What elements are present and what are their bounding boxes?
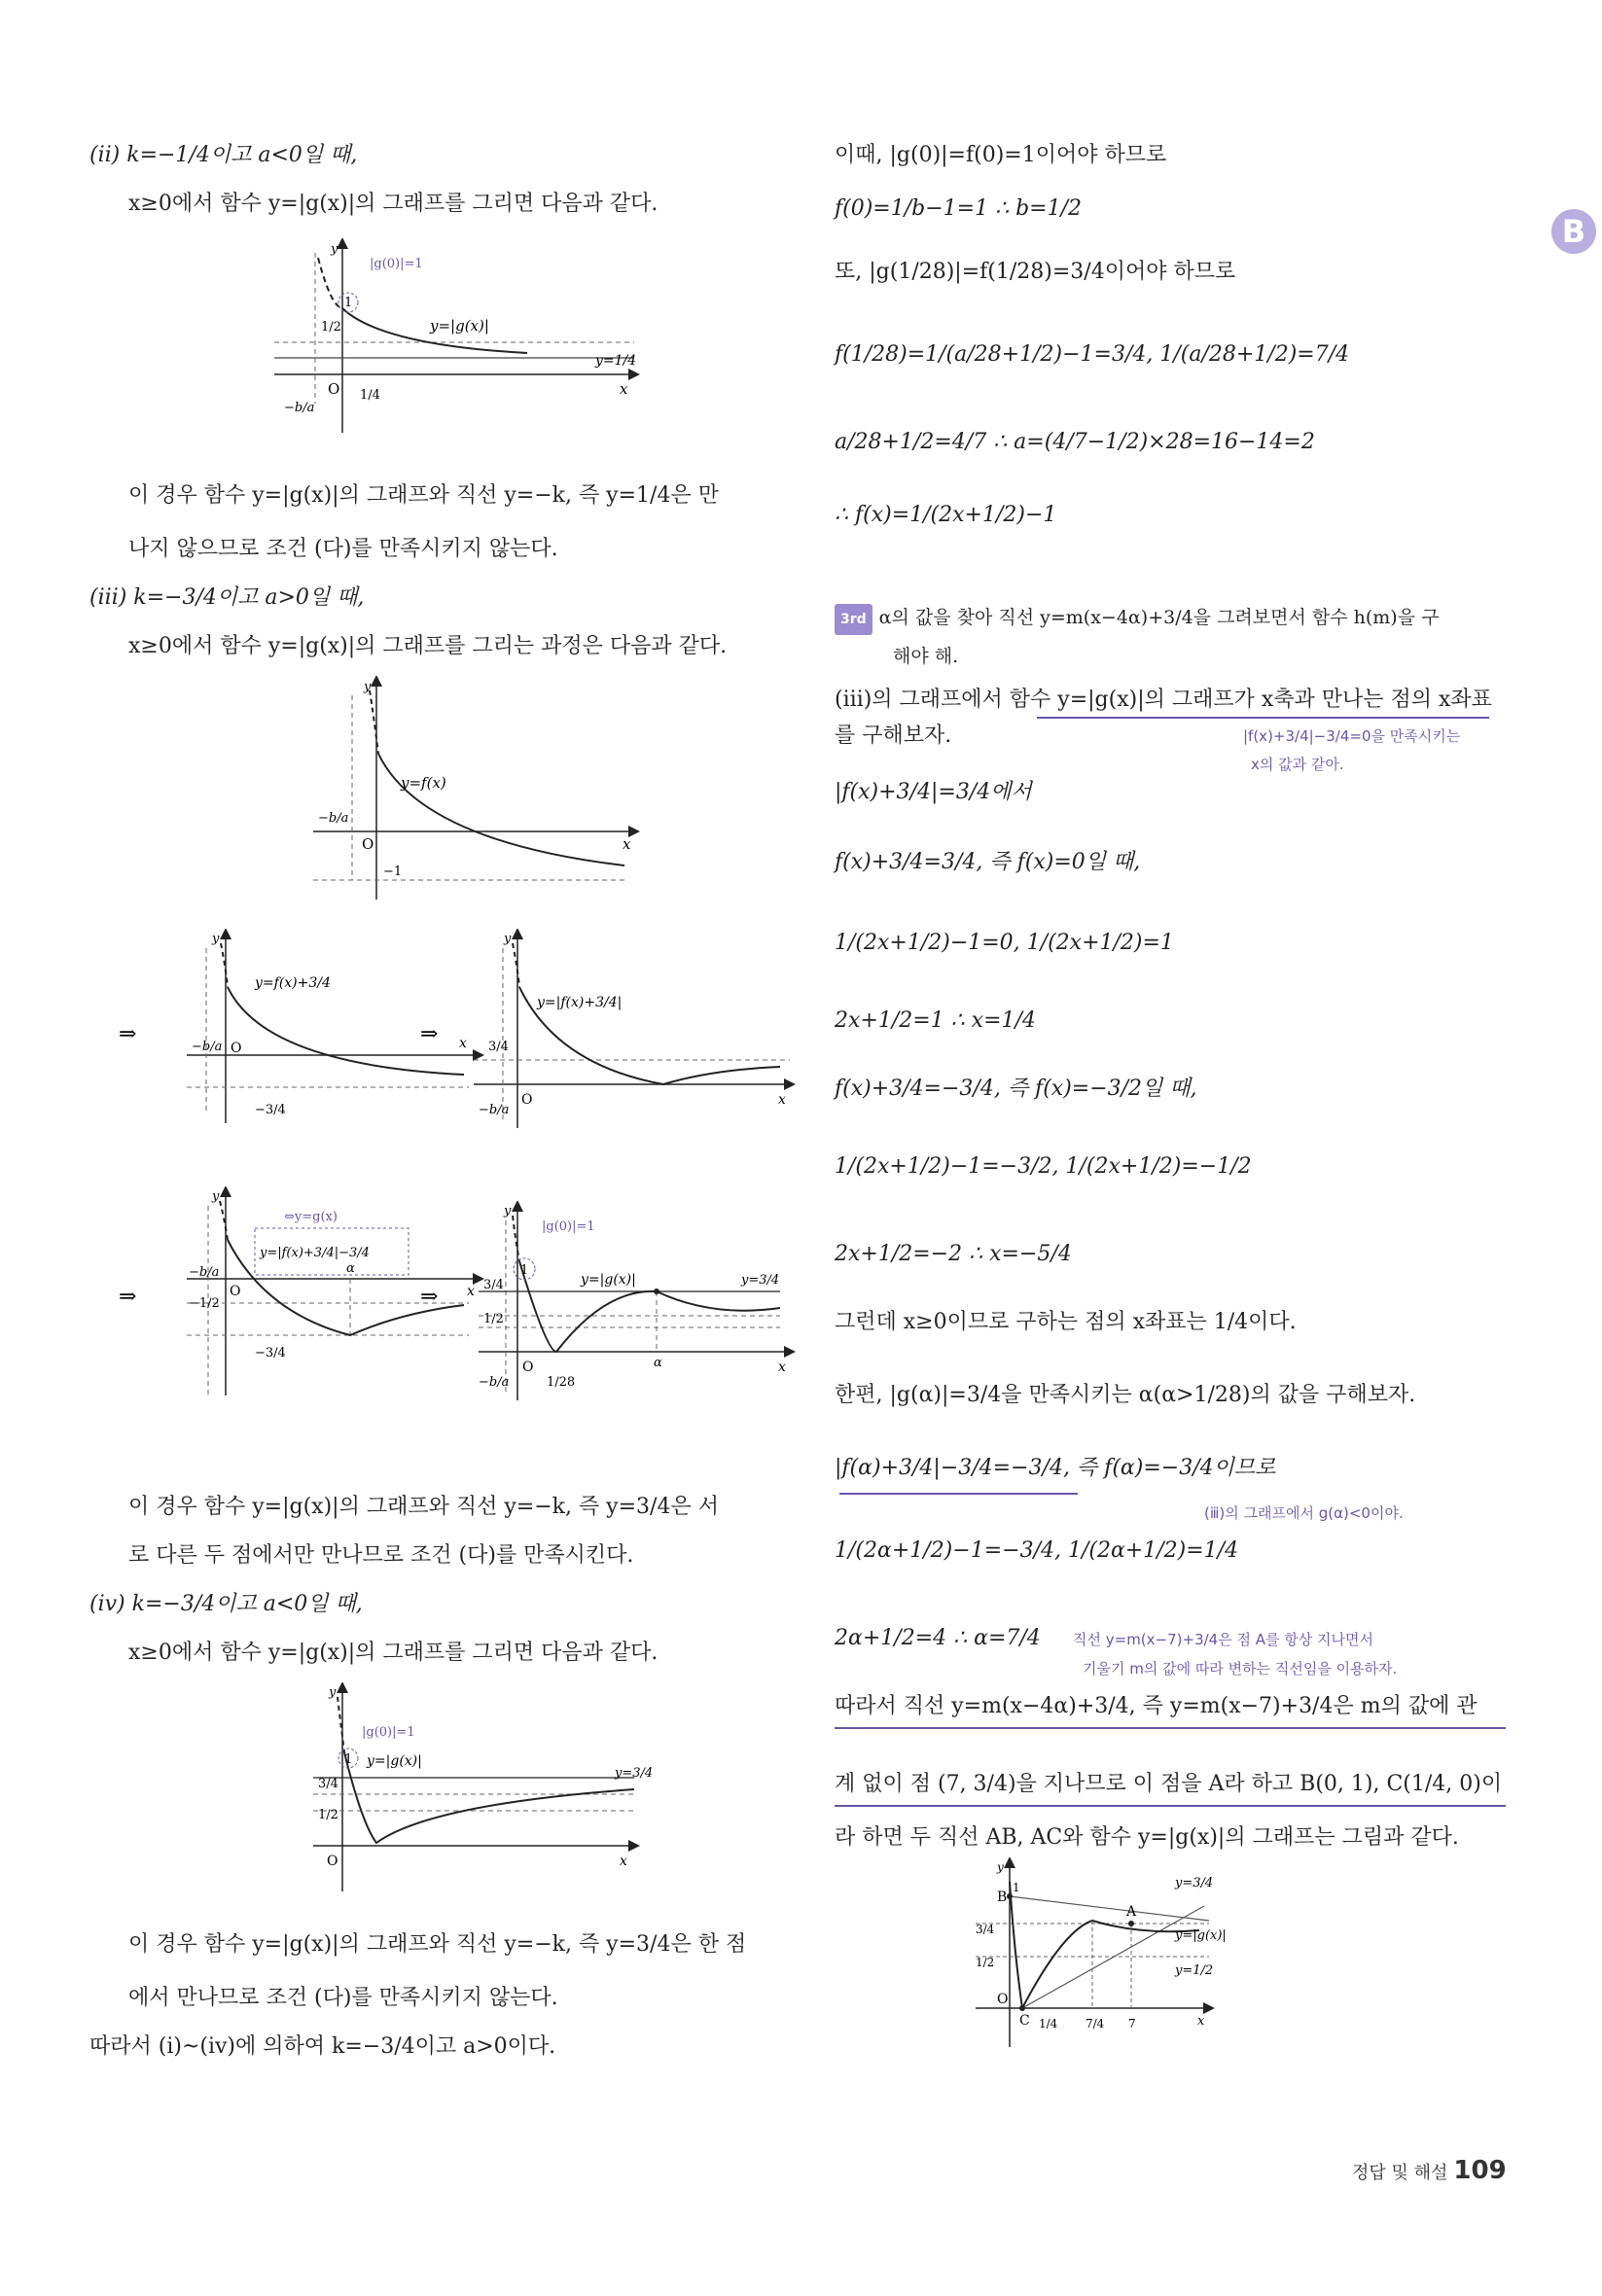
step-3rd-text-2: 해야 해.: [893, 646, 959, 667]
r-line-13: 1/(2x+1/2)−1=0, 1/(2x+1/2)=1: [835, 931, 1174, 955]
label-origin: O: [521, 1092, 533, 1108]
label-x: x: [778, 1360, 786, 1375]
r-line-3: 또, |g(1/28)|=f(1/28)=3/4이어야 하므로: [835, 260, 1236, 284]
label-three-quarters: 3/4: [976, 1923, 995, 1936]
underline-2: [839, 1493, 1078, 1495]
label-curve: y=|g(x)|: [367, 1753, 422, 1769]
footer-label: 정답 및 해설: [1352, 2163, 1448, 2183]
case-iii-conclusion-2: 로 다른 두 점에서만 만나므로 조건 (다)를 만족시킨다.: [128, 1543, 634, 1568]
label-one: 1: [344, 1752, 353, 1767]
label-half: 1/2: [976, 1956, 995, 1969]
label-alpha: α: [654, 1356, 662, 1370]
label-y: y: [212, 932, 220, 946]
graph-abs-f-plus: [420, 929, 800, 1138]
point-A: [1128, 1921, 1134, 1926]
underline-1: [1037, 717, 1489, 719]
label-origin: O: [522, 1360, 534, 1375]
underline-3: [835, 1727, 1506, 1729]
graph-lines-AB-AC: [976, 1857, 1267, 2052]
label-origin: O: [997, 1992, 1009, 2007]
graph-f: [313, 676, 644, 900]
label-one-28th: 1/28: [547, 1375, 576, 1390]
label-line: y=1/4: [595, 353, 637, 369]
note-3: (ⅲ)의 그래프에서 g(α)<0이야.: [1204, 1504, 1404, 1522]
r-line-21: 1/(2α+1/2)−1=−3/4, 1/(2α+1/2)=1/4: [835, 1538, 1239, 1563]
case-iii-conclusion-1: 이 경우 함수 y=|g(x)|의 그래프와 직선 y=−k, 즉 y=3/4은 서: [128, 1495, 719, 1519]
label-y: y: [329, 1685, 337, 1700]
label-x: x: [467, 1284, 475, 1299]
label-neg-three-quarters: −3/4: [255, 1103, 286, 1117]
label-x: x: [778, 1092, 786, 1108]
label-y: y: [997, 1860, 1004, 1874]
note-equiv: ⇔y=g(x): [284, 1210, 338, 1224]
label-one: 1: [1013, 1881, 1020, 1894]
label-half: 1/2: [318, 1808, 338, 1822]
label-line: y=3/4: [615, 1766, 654, 1781]
r-line-19: 한편, |g(α)|=3/4을 만족시키는 α(α>1/28)의 값을 구해보자.: [835, 1383, 1416, 1407]
label-neg-one: −1: [383, 865, 403, 879]
label-curve: y=|g(x)|: [430, 317, 489, 335]
curve-f: [378, 754, 624, 865]
r-line-5: a/28+1/2=4/7 ∴ a=(4/7−1/2)×28=16−14=2: [835, 430, 1315, 454]
note-g0: |g(0)|=1: [542, 1219, 595, 1234]
r-line-10: 를 구해보자.: [835, 724, 952, 748]
label-alpha: α: [346, 1261, 355, 1276]
case-ii-desc: x≥0에서 함수 y=|g(x)|의 그래프를 그리면 다음과 같다.: [128, 192, 659, 216]
label-neg-b-over-a: −b/a: [318, 811, 349, 826]
label-y: y: [504, 932, 512, 946]
label-origin: O: [327, 1854, 338, 1869]
label-line-3: y=1/2: [1175, 1963, 1214, 1978]
label-tick-3: 7: [1128, 2017, 1136, 2031]
label-origin: O: [230, 1284, 241, 1299]
dashed-curve: [338, 1697, 344, 1752]
final-conclusion: 따라서 (ⅰ)~(ⅳ)에 의하여 k=−3/4이고 a>0이다.: [89, 2034, 556, 2059]
label-C: C: [1019, 2013, 1030, 2029]
label-neg-b-over-a: −b/a: [284, 401, 315, 415]
r-line-14: 2x+1/2=1 ∴ x=1/4: [835, 1008, 1036, 1033]
label-y: y: [212, 1189, 220, 1204]
note-g0: |g(0)|=1: [370, 257, 423, 271]
implies-arrow: ⇒: [119, 1022, 137, 1046]
label-A: A: [1126, 1904, 1137, 1920]
r-line-23: 따라서 직선 y=m(x−4α)+3/4, 즉 y=m(x−7)+3/4은 m의 값에 관: [835, 1694, 1477, 1718]
r-line-4: f(1/28)=1/(a/28+1/2)−1=3/4, 1/(a/28+1/2)=7/4: [835, 342, 1350, 367]
underline-4: [835, 1805, 1506, 1807]
case-iv-heading: (ⅳ) k=−3/4이고 a<0일 때,: [89, 1592, 363, 1616]
r-line-15: f(x)+3/4=−3/4, 즉 f(x)=−3/2일 때,: [835, 1077, 1197, 1101]
label-quarter: 1/4: [360, 388, 380, 403]
case-iv-desc: x≥0에서 함수 y=|g(x)|의 그래프를 그리면 다음과 같다.: [128, 1641, 659, 1665]
label-origin: O: [328, 380, 340, 398]
page-number: 109: [1453, 2156, 1507, 2185]
label-x: x: [623, 835, 631, 853]
dashed-curve: [221, 943, 228, 987]
dashed-curve: [220, 1201, 228, 1240]
r-line-18: 그런데 x≥0이므로 구하는 점의 x좌표는 1/4이다.: [835, 1310, 1297, 1334]
implies-arrow: ⇒: [119, 1285, 137, 1309]
dashed-curve: [513, 943, 519, 987]
label-neg-b-over-a: −b/a: [189, 1265, 220, 1280]
label-y: y: [364, 680, 372, 694]
r-line-2: f(0)=1/b−1=1 ∴ b=1/2: [835, 196, 1082, 221]
case-ii-heading: (ⅱ) k=−1/4이고 a<0일 때,: [89, 143, 358, 167]
label-line: y=3/4: [741, 1273, 780, 1288]
label-neg-half: −1/2: [189, 1296, 220, 1311]
r-line-20: |f(α)+3/4|−3/4=−3/4, 즉 f(α)=−3/4이므로: [835, 1456, 1276, 1480]
label-neg-b-over-a: −b/a: [479, 1375, 510, 1390]
line-AB: [1010, 1896, 1209, 1921]
page-footer: [1352, 2156, 1507, 2185]
section-b-tab: B: [1551, 209, 1596, 254]
tag-3rd: 3rd: [835, 604, 872, 635]
step-3rd: [835, 603, 1439, 635]
label-x: x: [620, 1854, 627, 1869]
r-line-12: f(x)+3/4=3/4, 즉 f(x)=0일 때,: [835, 850, 1141, 874]
case-iii-heading: (ⅲ) k=−3/4이고 a>0일 때,: [89, 585, 365, 610]
note-5: 기울기 m의 값에 따라 변하는 직선임을 이용하자.: [1083, 1660, 1398, 1678]
label-one: 1: [520, 1263, 529, 1278]
label-origin: O: [362, 835, 374, 853]
note-1: |f(x)+3/4|−3/4=0을 만족시키는: [1243, 727, 1461, 745]
label-half: 1/2: [483, 1312, 504, 1326]
r-line-17: 2x+1/2=−2 ∴ x=−5/4: [835, 1242, 1072, 1266]
case-ii-conclusion-2: 나지 않으므로 조건 (다)를 만족시키지 않는다.: [128, 537, 558, 561]
r-line-16: 1/(2x+1/2)−1=−3/2, 1/(2x+1/2)=−1/2: [835, 1154, 1252, 1179]
label-curve: y=f(x)+3/4: [255, 975, 331, 991]
note-4: 직선 y=m(x−7)+3/4은 점 A를 항상 지나면서: [1073, 1631, 1373, 1648]
label-curve: y=|f(x)+3/4|: [537, 995, 623, 1010]
case-iv-conclusion-2: 에서 만나므로 조건 (다)를 만족시키지 않는다.: [128, 1986, 558, 2010]
r-line-24: 계 없이 점 (7, 3/4)을 지나므로 이 점을 A라 하고 B(0, 1), C(1/4, 0)이: [835, 1772, 1503, 1796]
r-line-6: ∴ f(x)=1/(2x+1/2)−1: [835, 503, 1057, 527]
step-3rd-text: α의 값을 찾아 직선 y=m(x−4α)+3/4을 그려보면서 함수 h(m)을 구: [878, 607, 1440, 628]
dashed-curve: [513, 1216, 519, 1261]
label-neg-b-over-a: −b/a: [192, 1040, 223, 1054]
r-line-1: 이때, |g(0)|=f(0)=1이어야 하므로: [835, 143, 1167, 167]
dashed-curve: [318, 258, 342, 308]
label-three-quarters: 3/4: [488, 1040, 509, 1054]
label-x: x: [620, 380, 628, 398]
label-line-1: y=3/4: [1175, 1876, 1214, 1890]
label-curve: y=|g(x)|: [581, 1272, 636, 1288]
label-curve: y=|f(x)+3/4|−3/4: [260, 1246, 370, 1260]
point-alpha: [654, 1289, 659, 1294]
graph-case-iv: [284, 1682, 693, 1891]
implies-arrow: ⇒: [420, 1022, 439, 1046]
label-y: y: [504, 1204, 512, 1219]
case-ii-conclusion-1: 이 경우 함수 y=|g(x)|의 그래프와 직선 y=−k, 즉 y=1/4은 만: [128, 483, 719, 508]
label-half: 1/2: [321, 320, 341, 335]
label-curve: y=f(x): [401, 774, 446, 792]
graph-abs-g-case-iii: [420, 1201, 809, 1405]
label-line-2: y=|g(x)|: [1175, 1928, 1227, 1943]
label-x: x: [459, 1036, 467, 1051]
label-three-quarters: 3/4: [483, 1278, 504, 1292]
label-B: B: [997, 1890, 1008, 1905]
label-three-quarters: 3/4: [318, 1777, 338, 1791]
implies-arrow: ⇒: [420, 1285, 439, 1309]
label-y: y: [331, 242, 338, 257]
graph-case-ii: [274, 238, 693, 447]
label-tick-2: 7/4: [1086, 2017, 1105, 2031]
label-origin: O: [231, 1041, 242, 1056]
note-g0: |g(0)|=1: [362, 1725, 415, 1740]
label-neg-three-quarters: −3/4: [255, 1346, 286, 1360]
case-iv-conclusion-1: 이 경우 함수 y=|g(x)|의 그래프와 직선 y=−k, 즉 y=3/4은 한 점: [128, 1932, 747, 1957]
label-x: x: [1197, 2014, 1205, 2029]
note-2: x의 값과 같아.: [1251, 756, 1344, 773]
label-neg-b-over-a: −b/a: [479, 1103, 510, 1117]
label-tick-1: 1/4: [1039, 2017, 1058, 2031]
r-line-25: 라 하면 두 직선 AB, AC와 함수 y=|g(x)|의 그래프는 그림과 같다.: [835, 1825, 1459, 1850]
point-C: [1019, 2005, 1025, 2011]
curve-abs-g: [1010, 1882, 1199, 2008]
case-iii-desc: x≥0에서 함수 y=|g(x)|의 그래프를 그리는 과정은 다음과 같다.: [128, 634, 728, 658]
r-line-9: (ⅲ)의 그래프에서 함수 y=|g(x)|의 그래프가 x축과 만나는 점의 x좌표: [835, 688, 1492, 712]
label-one: 1: [344, 296, 353, 310]
r-line-22: 2α+1/2=4 ∴ α=7/4: [835, 1626, 1041, 1650]
r-line-11: |f(x)+3/4|=3/4에서: [835, 780, 1032, 804]
